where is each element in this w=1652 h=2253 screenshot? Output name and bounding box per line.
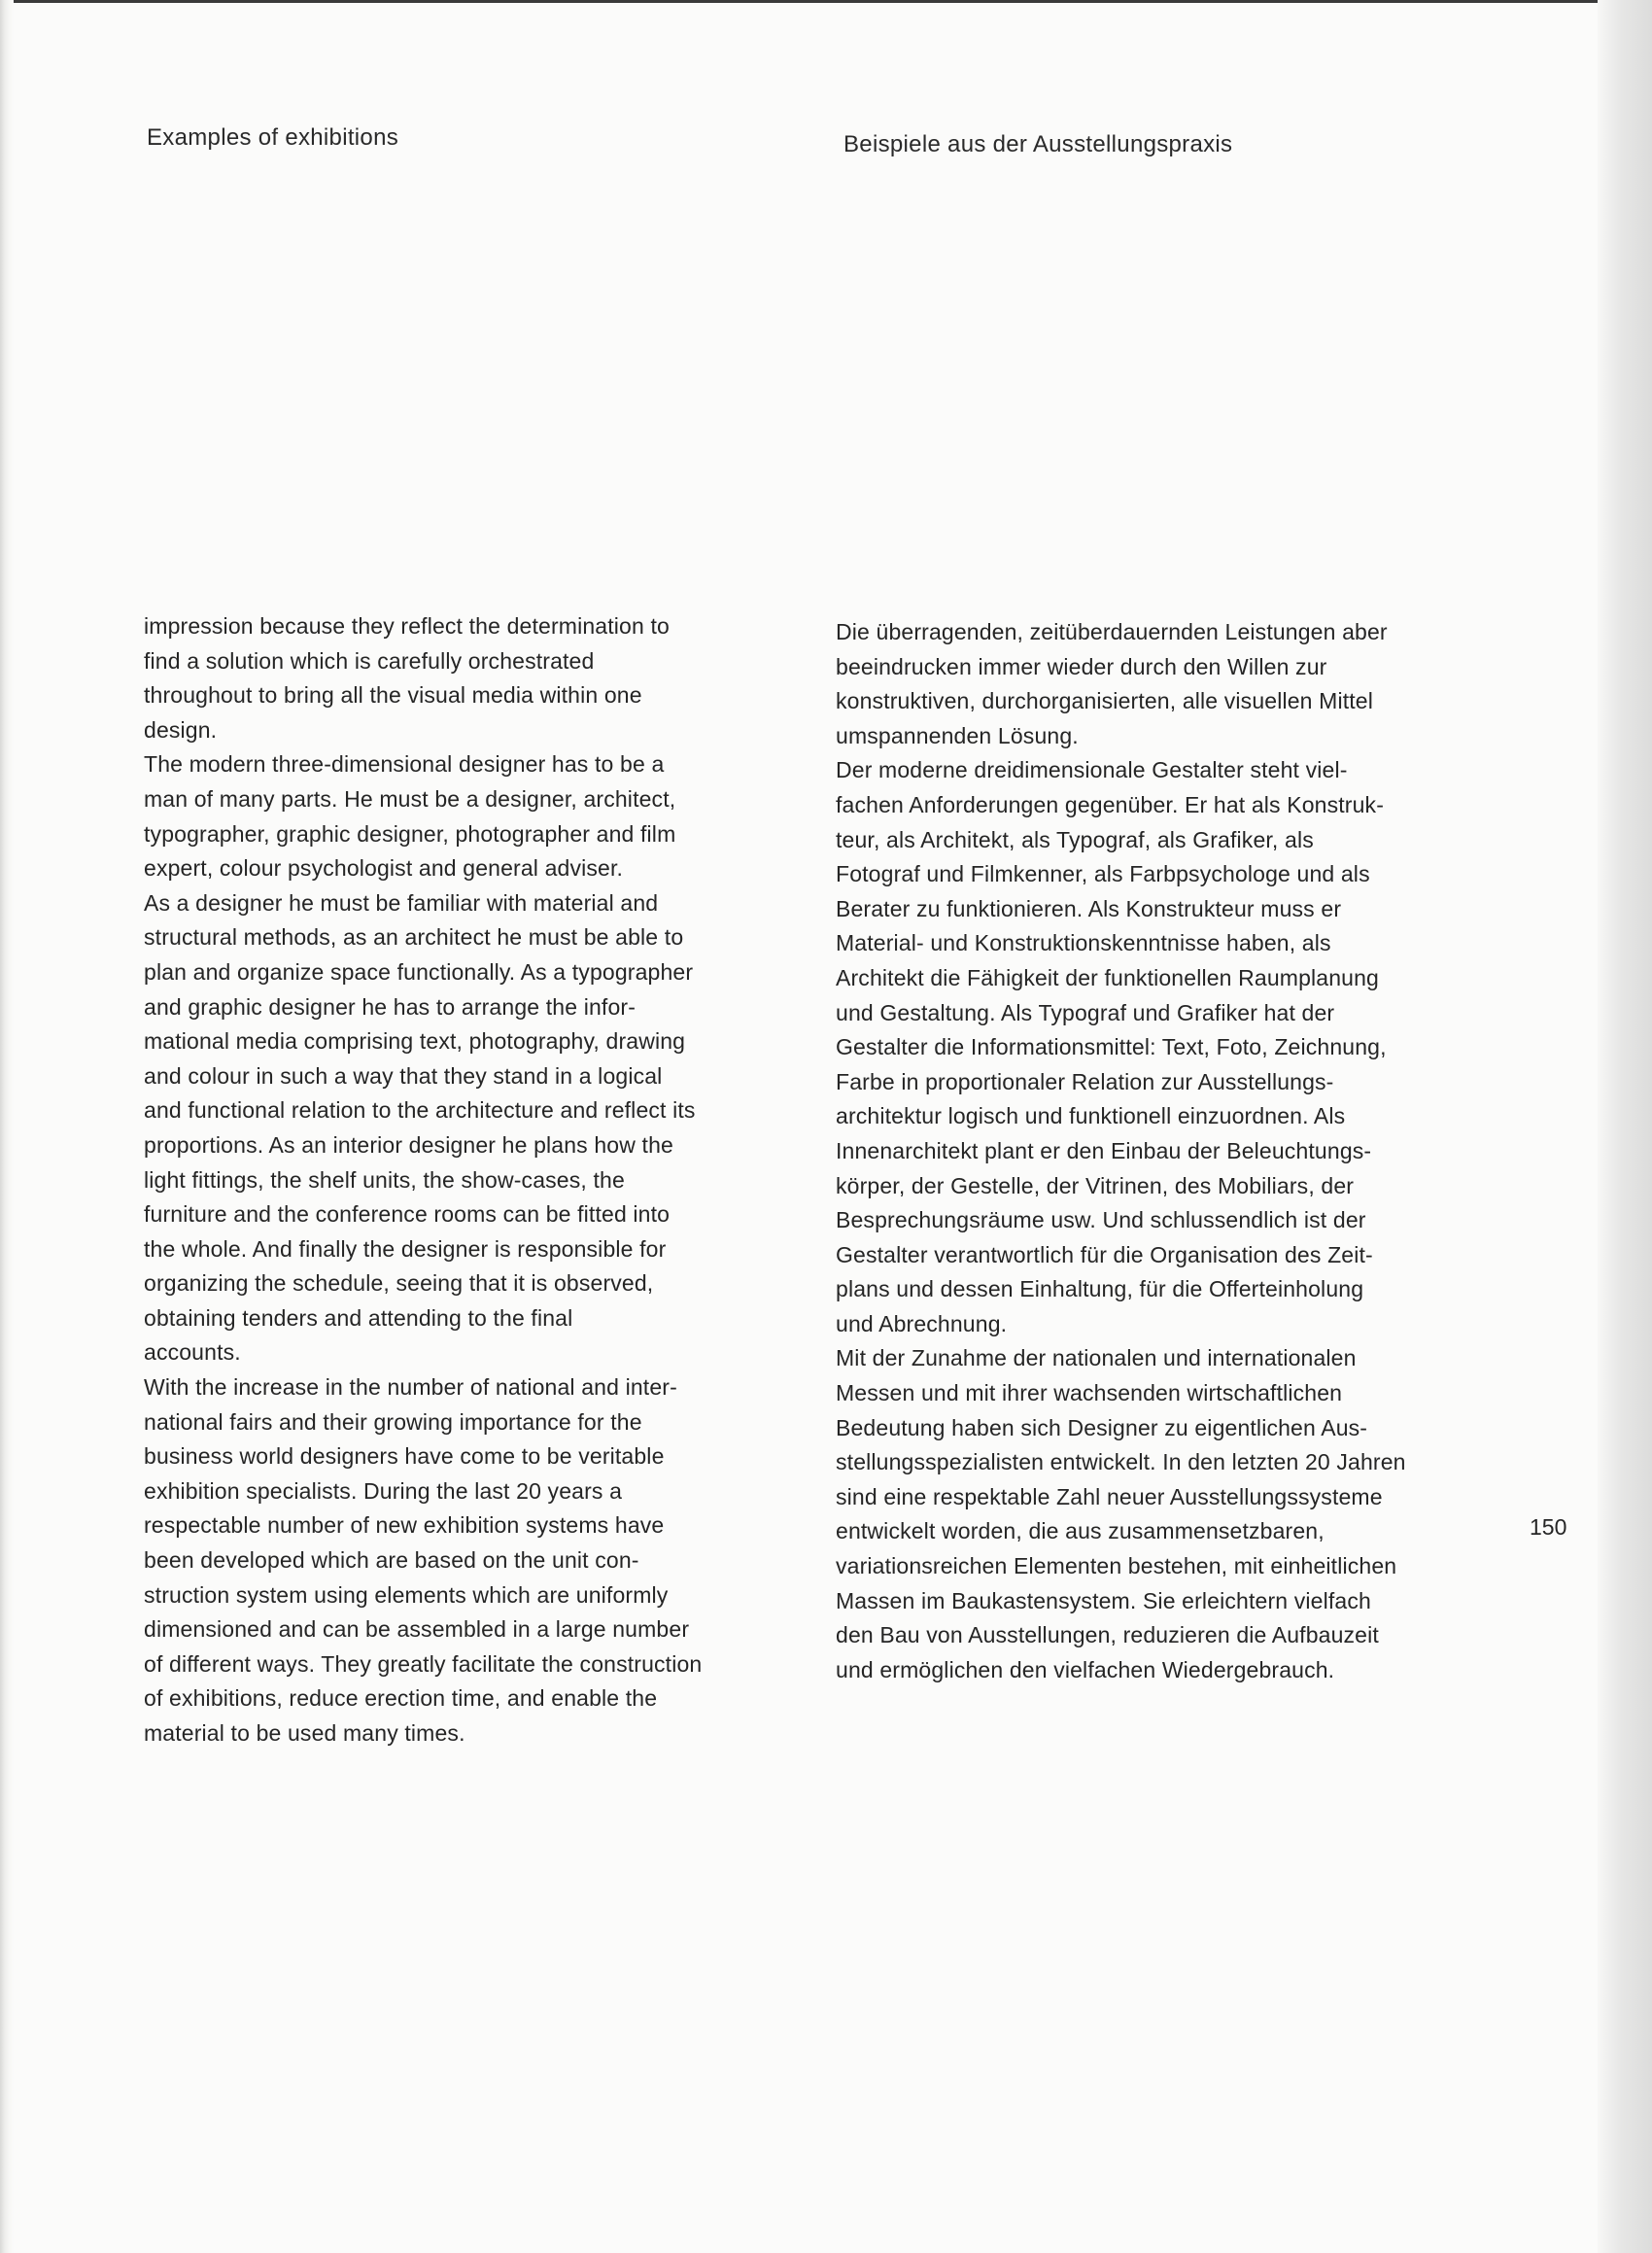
german-text-line: architektur logisch und funktionell einzuordnen. Als <box>836 1103 1346 1129</box>
german-text-line: entwickelt worden, die aus zusammensetzbaren, <box>836 1518 1325 1544</box>
english-text-line: With the increase in the number of national and inter- <box>144 1374 677 1401</box>
page-gutter-shadow <box>1598 0 1652 2253</box>
german-text-line: und Gestaltung. Als Typograf und Grafiker hat der <box>836 999 1335 1025</box>
english-text-line: find a solution which is carefully orchestrated <box>144 647 595 674</box>
german-text-line: Die überragenden, zeitüberdauernden Leistungen aber <box>836 619 1388 644</box>
german-text-line: teur, als Architekt, als Typograf, als Grafiker, als <box>836 826 1314 852</box>
german-text-line: stellungsspezialisten entwickelt. In den letzten 20 Jahren <box>836 1449 1406 1475</box>
scan-top-edge <box>0 0 1652 3</box>
english-text-line: furniture and the conference rooms can be fitted into <box>144 1201 671 1228</box>
running-head-german: Beispiele aus der Ausstellungspraxis <box>843 131 1233 157</box>
english-text-line: and colour in such a way that they stand in a logical <box>144 1062 663 1089</box>
english-text-line: light fittings, the shelf units, the show-cases, the <box>144 1166 625 1193</box>
scan-left-edge <box>0 0 14 2253</box>
german-text-line: Der moderne dreidimensionale Gestalter steht viel- <box>836 757 1348 783</box>
german-text-line: Messen und mit ihrer wachsenden wirtschaftlichen <box>836 1380 1343 1406</box>
german-text-line: und ermöglichen den vielfachen Wiedergebrauch. <box>836 1656 1335 1682</box>
german-text-line: Massen im Baukastensystem. Sie erleichtern vielfach <box>836 1587 1371 1613</box>
english-text-line: struction system using elements which are uniformly <box>144 1581 669 1608</box>
english-text-line: typographer, graphic designer, photographer and film <box>144 820 676 847</box>
english-text-line: and functional relation to the architecture and reflect its <box>144 1097 696 1124</box>
running-head-english: Examples of exhibitions <box>147 124 399 151</box>
german-text-line: Gestalter verantwortlich für die Organisation des Zeit- <box>836 1241 1373 1267</box>
german-text-line: variationsreichen Elementen bestehen, mit einheitlichen <box>836 1553 1397 1579</box>
english-text-line: structural methods, as an architect he must be able to <box>144 924 684 951</box>
english-text-line: throughout to bring all the visual media within one <box>144 682 642 709</box>
german-text-line: fachen Anforderungen gegenüber. Er hat als Konstruk- <box>836 791 1385 817</box>
english-text-line: plan and organize space functionally. As a typographer <box>144 958 694 985</box>
german-text-line: Material- und Konstruktionskenntnisse haben, als <box>836 930 1331 956</box>
german-text-line: körper, der Gestelle, der Vitrinen, des Mobiliars, der <box>836 1172 1355 1198</box>
english-text-line: organizing the schedule, seeing that it is observed, <box>144 1270 654 1297</box>
english-text-line: of different ways. They greatly facilitate the construction <box>144 1650 703 1677</box>
german-text-line: und Abrechnung. <box>836 1310 1008 1336</box>
german-text-line: konstruktiven, durchorganisierten, alle visuellen Mittel <box>836 688 1373 714</box>
english-text-line: mational media comprising text, photography, drawing <box>144 1028 686 1055</box>
english-text-line: impression because they reflect the determination to <box>144 613 670 639</box>
english-text-column <box>144 609 805 1751</box>
english-text-line: business world designers have come to be veritable <box>144 1443 665 1470</box>
german-text-line: Gestalter die Informationsmittel: Text, Foto, Zeichnung, <box>836 1034 1387 1060</box>
english-text-line: material to be used many times. <box>144 1720 465 1746</box>
english-text-line: accounts. <box>144 1339 241 1366</box>
english-text-line: respectable number of new exhibition systems have <box>144 1512 665 1539</box>
german-text-line: Innenarchitekt plant er den Einbau der Beleuchtungs- <box>836 1137 1372 1163</box>
english-text-line: dimensioned and can be assembled in a large number <box>144 1616 690 1643</box>
german-text-column <box>836 615 1497 1687</box>
english-text-line: design. <box>144 716 218 743</box>
english-text-line: and graphic designer he has to arrange the infor- <box>144 993 637 1020</box>
english-text-line: the whole. And finally the designer is responsible for <box>144 1235 667 1262</box>
german-text-line: Bedeutung haben sich Designer zu eigentlichen Aus- <box>836 1414 1368 1440</box>
english-text-line: obtaining tenders and attending to the final <box>144 1304 573 1331</box>
english-text-line: been developed which are based on the unit con- <box>144 1547 639 1574</box>
page-number: 150 <box>1530 1514 1567 1540</box>
english-text-line: of exhibitions, reduce erection time, and enable the <box>144 1685 658 1712</box>
german-text-line: Berater zu funktionieren. Als Konstrukteur muss er <box>836 895 1342 921</box>
german-text-line: beeindrucken immer wieder durch den Willen zur <box>836 653 1327 679</box>
english-text-line: As a designer he must be familiar with material and <box>144 889 659 916</box>
german-text-line: den Bau von Ausstellungen, reduzieren die Aufbauzeit <box>836 1622 1379 1648</box>
english-text-line: national fairs and their growing importance for the <box>144 1408 642 1435</box>
german-text-line: Architekt die Fähigkeit der funktionellen Raumplanung <box>836 964 1379 990</box>
german-text-line: Fotograf und Filmkenner, als Farbpsychologe und als <box>836 861 1370 887</box>
english-text-line: proportions. As an interior designer he plans how the <box>144 1131 673 1158</box>
english-text-line: exhibition specialists. During the last 20 years a <box>144 1477 623 1504</box>
german-text-line: sind eine respektable Zahl neuer Ausstellungssysteme <box>836 1483 1383 1509</box>
german-text-line: umspannenden Lösung. <box>836 722 1079 748</box>
english-text-line: man of many parts. He must be a designer, architect, <box>144 785 676 812</box>
german-text-line: Farbe in proportionaler Relation zur Ausstellungs- <box>836 1068 1334 1094</box>
german-text-line: Mit der Zunahme der nationalen und internationalen <box>836 1345 1357 1371</box>
german-text-line: plans und dessen Einhaltung, für die Offerteinholung <box>836 1276 1364 1302</box>
english-text-line: expert, colour psychologist and general adviser. <box>144 855 624 882</box>
english-text-line: The modern three-dimensional designer has to be a <box>144 751 665 778</box>
german-text-line: Besprechungsräume usw. Und schlussendlich ist der <box>836 1207 1366 1233</box>
